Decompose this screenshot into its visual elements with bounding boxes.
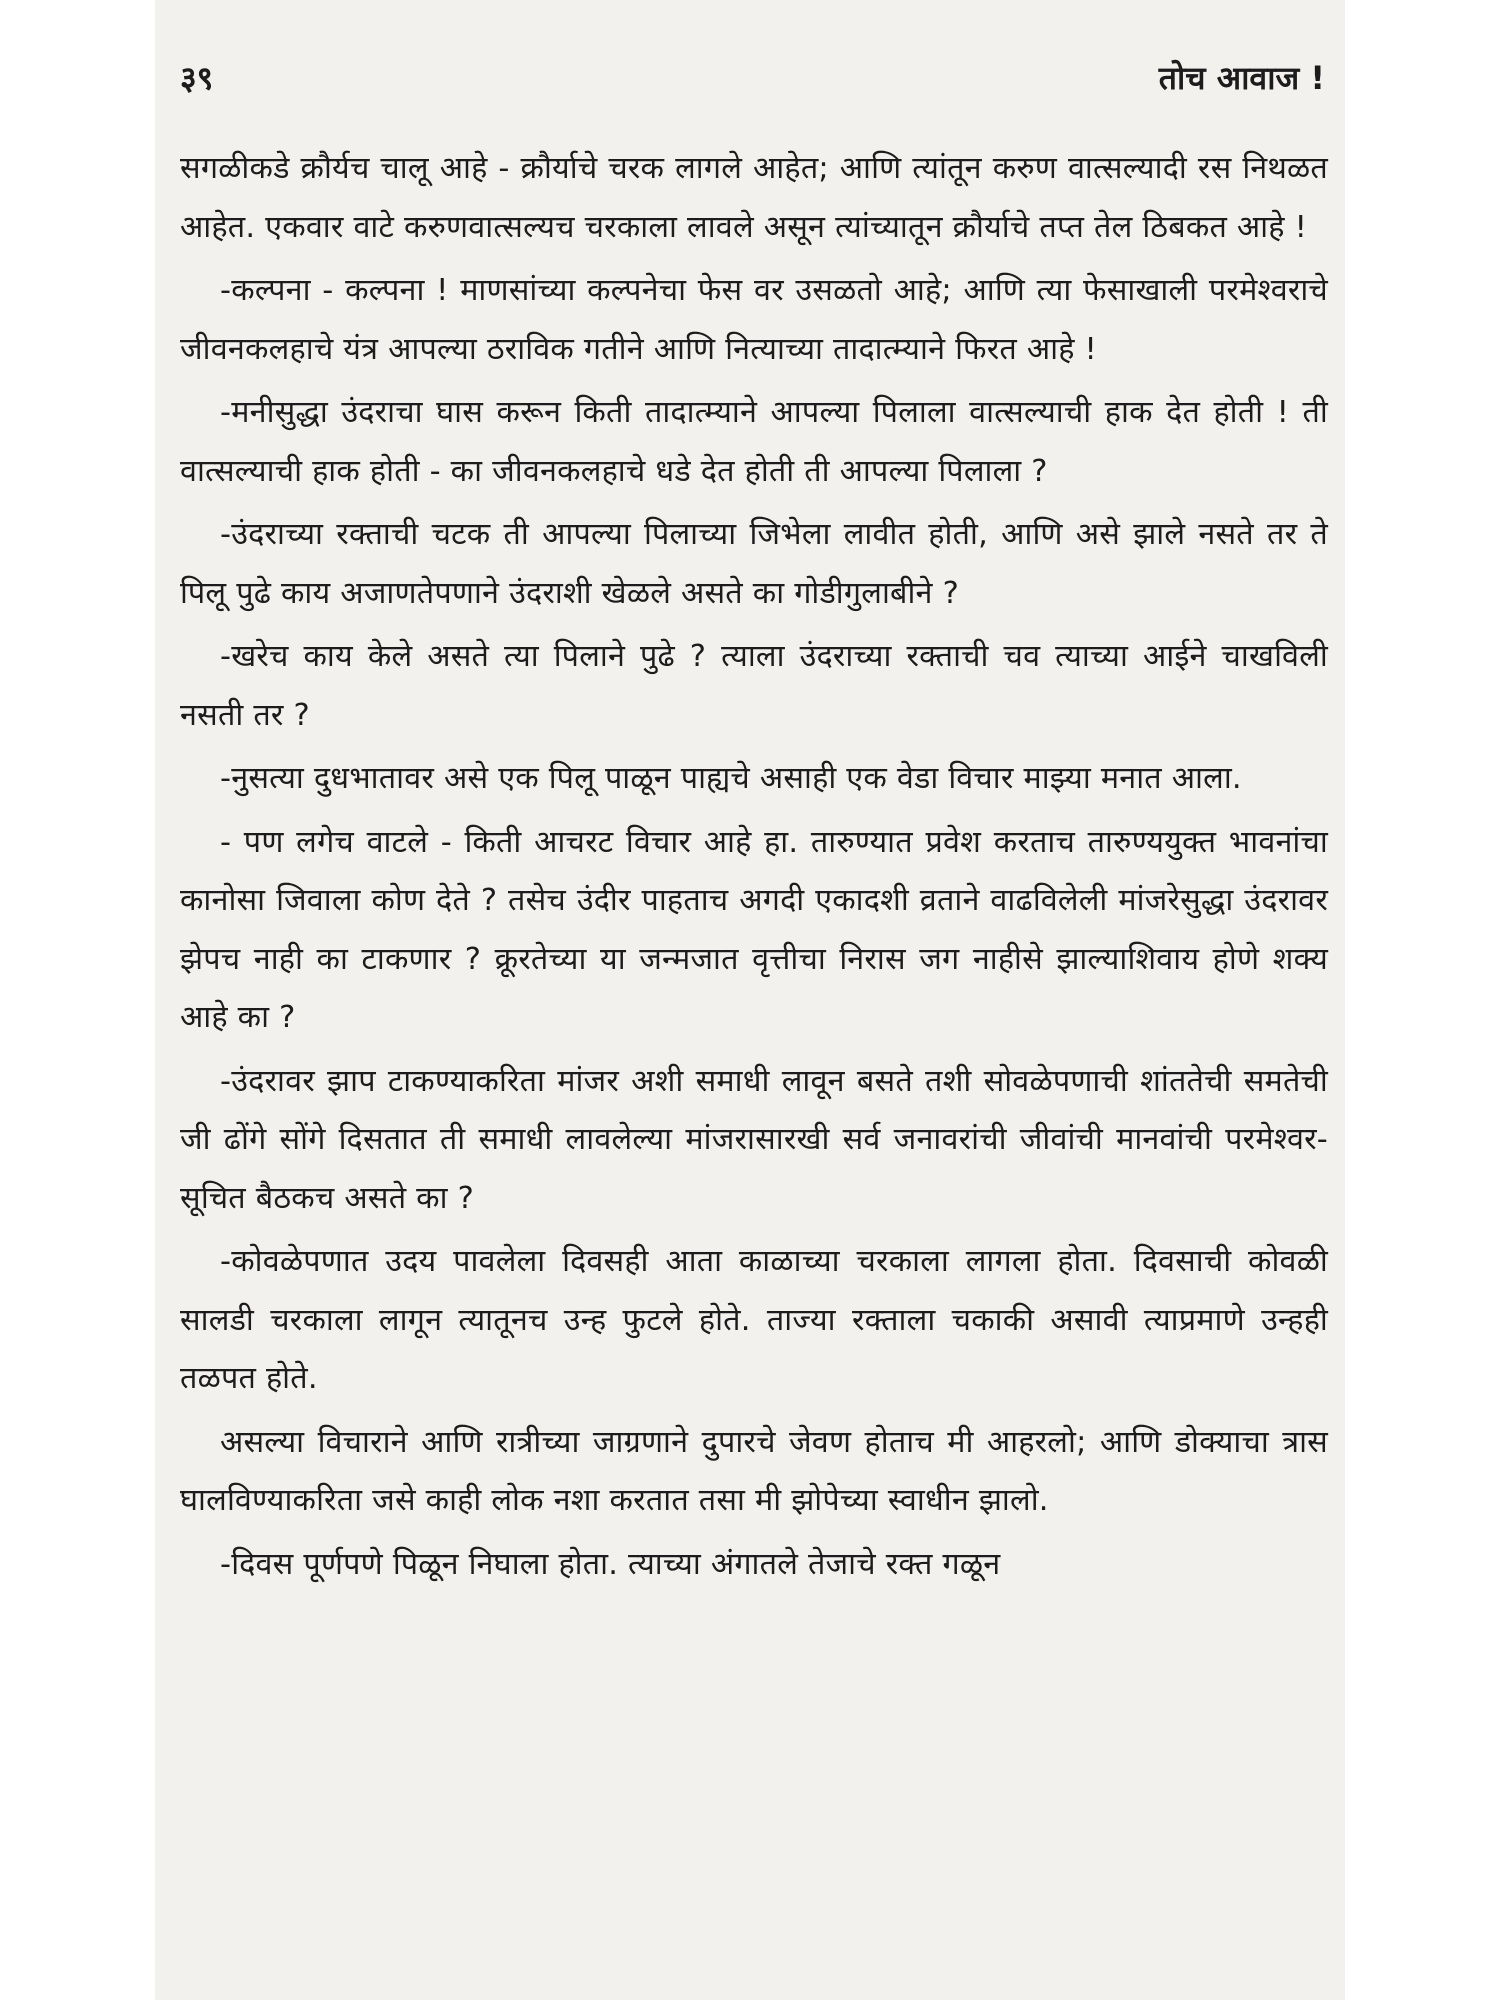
page-header xyxy=(180,52,1325,104)
paragraph: -कोवळेपणात उदय पावलेला दिवसही आता काळाच्या चरकाला लागला होता. दिवसाची कोवळी सालडी चरकाला लागून त्यातूनच उन्ह फुटले होते. ताज्या रक्ताला चकाकी असावी त्याप्रमाणे उन्हही तळपत होते. xyxy=(180,1244,1328,1396)
paragraph: -कल्पना - कल्पना ! माणसांच्या कल्पनेचा फेस वर उसळतो आहे; आणि त्या फेसाखाली परमेश्वराचे जीवनकलहाचे यंत्र आपल्या ठराविक गतीने आणि नित्याच्या तादात्म्याने फिरत आहे ! xyxy=(180,273,1328,367)
paragraph: -मनीसुद्धा उंदराचा घास करून किती तादात्म्याने आपल्या पिलाला वात्सल्याची हाक देत होती ! ती वात्सल्याची हाक होती - का जीवनकलहाचे धडे देत होती ती आपल्या पिलाला ? xyxy=(180,395,1328,489)
paragraph: -दिवस पूर्णपणे पिळून निघाला होता. त्याच्या अंगातले तेजाचे रक्त गळून xyxy=(220,1546,1001,1582)
paragraph: -उंदरावर झाप टाकण्याकरिता मांजर अशी समाधी लावून बसते तशी सोवळेपणाची शांततेची समतेची जी ढोंगे सोंगे दिसतात ती समाधी लावलेल्या मांजरासारखी सर्व जनावरांची जीवांची मानवांची परमेश्वर-सूचित बैठकच असते का ? xyxy=(180,1063,1328,1216)
page-body xyxy=(180,140,1328,1594)
paragraph: -नुसत्या दुधभातावर असे एक पिलू पाळून पाह्यचे असाही एक वेडा विचार माझ्या मनात आला. xyxy=(220,761,1242,796)
paragraph: -उंदराच्या रक्ताची चटक ती आपल्या पिलाच्या जिभेला लावीत होती, आणि असे झाले नसते तर ते पिलू पुढे काय अजाणतेपणाने उंदराशी खेळले असते का गोडीगुलाबीने ? xyxy=(180,517,1328,611)
book-page xyxy=(155,0,1345,2000)
running-title: तोच आवाज ! xyxy=(1158,59,1325,97)
paragraph: - पण लगेच वाटले - किती आचरट विचार आहे हा. तारुण्यात प्रवेश करताच तारुण्ययुक्त भावनांचा कानोसा जिवाला कोण देते ? तसेच उंदीर पाहताच अगदी एकादशी व्रताने वाढविलेली मांजरेसुद्धा उंदरावर झेपच नाही का टाकणार ? क्रूरतेच्या या जन्मजात वृत्तीचा निरास जग नाहीसे झाल्याशिवाय होणे शक्य आहे का ? xyxy=(180,824,1328,1035)
page-number: ३९ xyxy=(180,59,214,97)
paragraph: -खरेच काय केले असते त्या पिलाने पुढे ? त्याला उंदराच्या रक्ताची चव त्याच्या आईने चाखविली नसती तर ? xyxy=(180,639,1328,733)
paragraph: असल्या विचाराने आणि रात्रीच्या जाग्रणाने दुपारचे जेवण होताच मी आहरलो; आणि डोक्याचा त्रास घालविण्याकरिता जसे काही लोक नशा करतात तसा मी झोपेच्या स्वाधीन झालो. xyxy=(180,1424,1328,1518)
paragraph: सगळीकडे क्रौर्यच चालू आहे - क्रौर्याचे चरक लागले आहेत; आणि त्यांतून करुण वात्सल्यादी रस निथळत आहेत. एकवार वाटे करुणवात्सल्यच चरकाला लावले असून त्यांच्यातून क्रौर्याचे तप्त तेल ठिबकत आहे ! xyxy=(180,151,1328,245)
